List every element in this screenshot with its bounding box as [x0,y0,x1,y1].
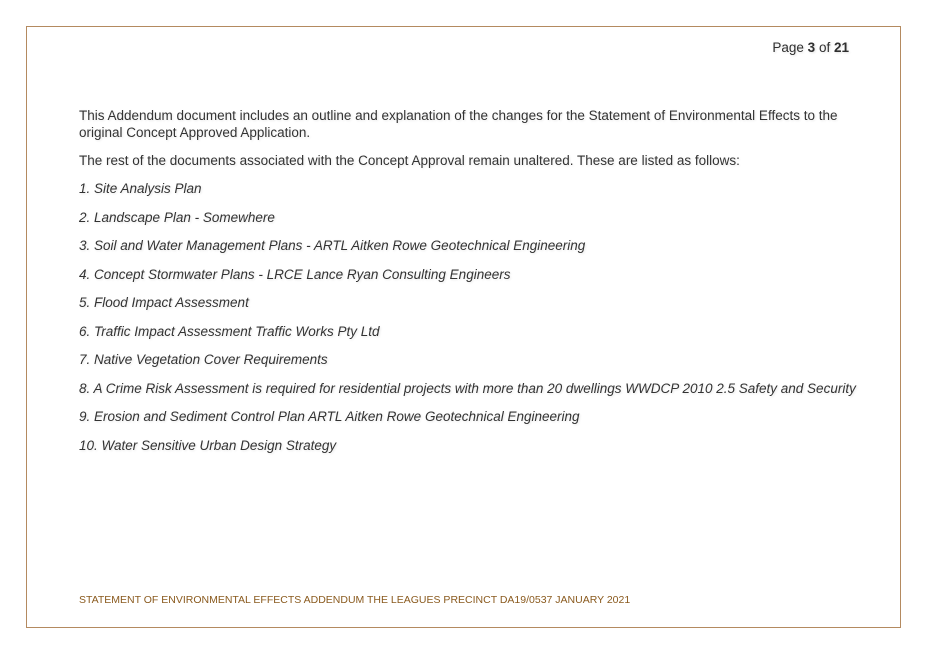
page-footer: STATEMENT OF ENVIRONMENTAL EFFECTS ADDENDUM THE LEAGUES PRECINCT DA19/0537 JANUARY 2021 [79,594,631,606]
document-body [79,107,869,465]
page-current: 3 [807,40,816,55]
page-number [772,40,849,55]
list-item: 9. Erosion and Sediment Control Plan ARTL Aitken Rowe Geotechnical Engineering [79,409,580,424]
list-item: 8. A Crime Risk Assessment is required for residential projects with more than 20 dwellings WWDCP 2010 2.5 Safety and Security [79,380,856,396]
rest-paragraph: The rest of the documents associated with the Concept Approval remain unaltered. These are listed as follows: [79,153,740,168]
document-list [79,180,869,454]
intro-paragraph: This Addendum document includes an outline and explanation of the changes for the Statement of Environmental Effects to the original Concept Approved Application. [79,108,838,140]
list-item: 2. Landscape Plan - Somewhere [79,209,275,225]
list-item: 1. Site Analysis Plan [79,181,202,196]
page-of: of [818,40,831,55]
list-item: 5. Flood Impact Assessment [79,295,249,310]
list-item: 4. Concept Stormwater Plans - LRCE Lance Ryan Consulting Engineers [79,266,511,282]
page-total: 21 [833,40,849,55]
list-item: 7. Native Vegetation Cover Requirements [79,352,328,367]
page-prefix: Page [772,40,804,55]
list-item: 6. Traffic Impact Assessment Traffic Works Pty Ltd [79,323,380,339]
list-item: 10. Water Sensitive Urban Design Strategy [79,437,337,453]
list-item: 3. Soil and Water Management Plans - ARTL Aitken Rowe Geotechnical Engineering [79,238,586,253]
page-frame [26,26,901,628]
